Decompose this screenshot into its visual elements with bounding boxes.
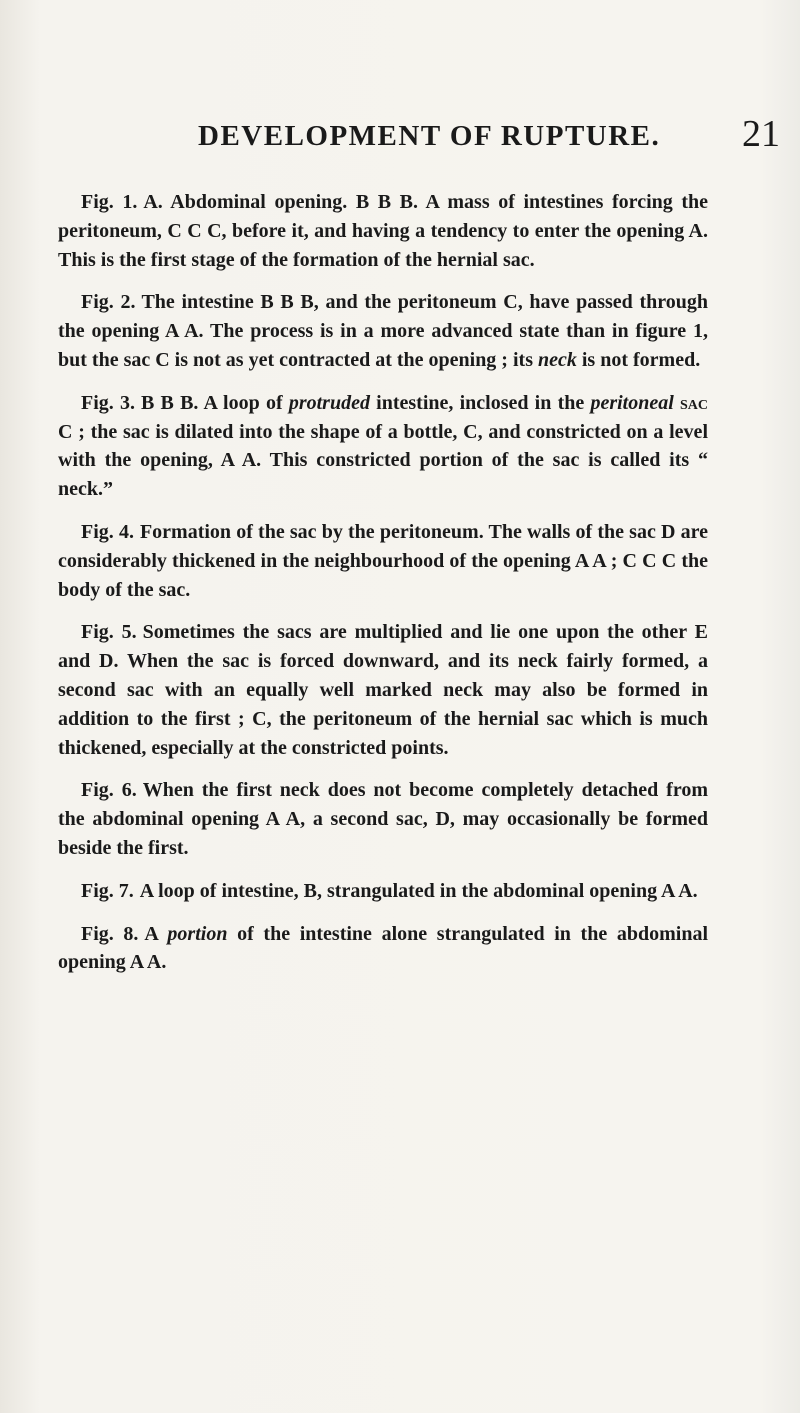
italic-term: peritoneal <box>590 391 674 414</box>
caption-text: C ; the sac is dilated into the shape of a bottle, C, and constricted on a level with the opening, A A. This constricted portion of the sac is called its “ neck.” <box>58 420 708 501</box>
caption-text: of the intestine alone strangulated in the abdominal opening A A. <box>58 922 708 974</box>
caption-text: A loop of intestine, B, strangulated in the abdominal opening A A. <box>139 879 698 902</box>
italic-term: neck <box>537 348 577 371</box>
caption-fig-4 <box>58 518 708 604</box>
caption-text: Formation of the sac by the peritoneum. The walls of the sac D are considerably thickened in the neighbourhood of the opening A A ; C C C the body of the sac. <box>58 520 708 601</box>
caption-text: Sometimes the sacs are multiplied and lie one upon the other E and D. When the sac is forced downward, and its neck fairly formed, a second sac with an equally well marked neck may also be formed in addition to the first ; C, the peritoneum of the hernial sac which is much thickened, especially at the constricted points. <box>58 621 708 759</box>
fig-label: Fig. 8. <box>81 922 139 945</box>
caption-fig-7 <box>58 877 708 906</box>
fig-label: Fig. 7. <box>81 879 134 902</box>
caption-fig-6 <box>58 776 708 862</box>
caption-text: A <box>144 922 168 945</box>
fig-label: Fig. 6. <box>81 779 137 802</box>
caption-fig-1 <box>58 188 708 274</box>
running-head: DEVELOPMENT OF RUPTURE. <box>198 120 661 152</box>
caption-text: When the first neck does not become completely detached from the abdominal opening A A, a second sac, D, may occasionally be formed beside the first. <box>58 779 708 859</box>
small-caps-term: sac <box>680 391 709 414</box>
italic-term: protruded <box>288 391 370 414</box>
figure-captions <box>58 188 708 991</box>
caption-fig-2 <box>58 288 708 374</box>
caption-text: The intestine B B B, and the peritoneum C, have passed through the opening A A. The process is in a more advanced state than in figure 1, but the sac C is not as yet contracted at the opening ; its <box>58 291 708 371</box>
caption-text: is not formed. <box>576 348 701 371</box>
italic-term: portion <box>167 922 228 945</box>
fig-label: Fig. 4. <box>81 520 134 543</box>
page-header <box>0 112 800 162</box>
caption-fig-8 <box>58 920 708 978</box>
fig-label: Fig. 5. <box>81 621 137 644</box>
fig-label: Fig. 2. <box>81 291 136 314</box>
page-number: 21 <box>742 113 780 155</box>
fig-label: Fig. 1. <box>81 191 138 213</box>
caption-text: A. Abdominal opening. B B B. A mass of intestines forcing the peritoneum, C C C, before it, and having a tendency to enter the opening A. This is the first stage of the formation of the hernial sac. <box>58 191 708 271</box>
caption-text: intestine, inclosed in the <box>369 391 591 414</box>
caption-text: B B B. A loop of <box>140 391 289 414</box>
caption-fig-5 <box>58 618 708 762</box>
caption-fig-3 <box>58 389 708 504</box>
fig-label: Fig. 3. <box>81 391 135 414</box>
